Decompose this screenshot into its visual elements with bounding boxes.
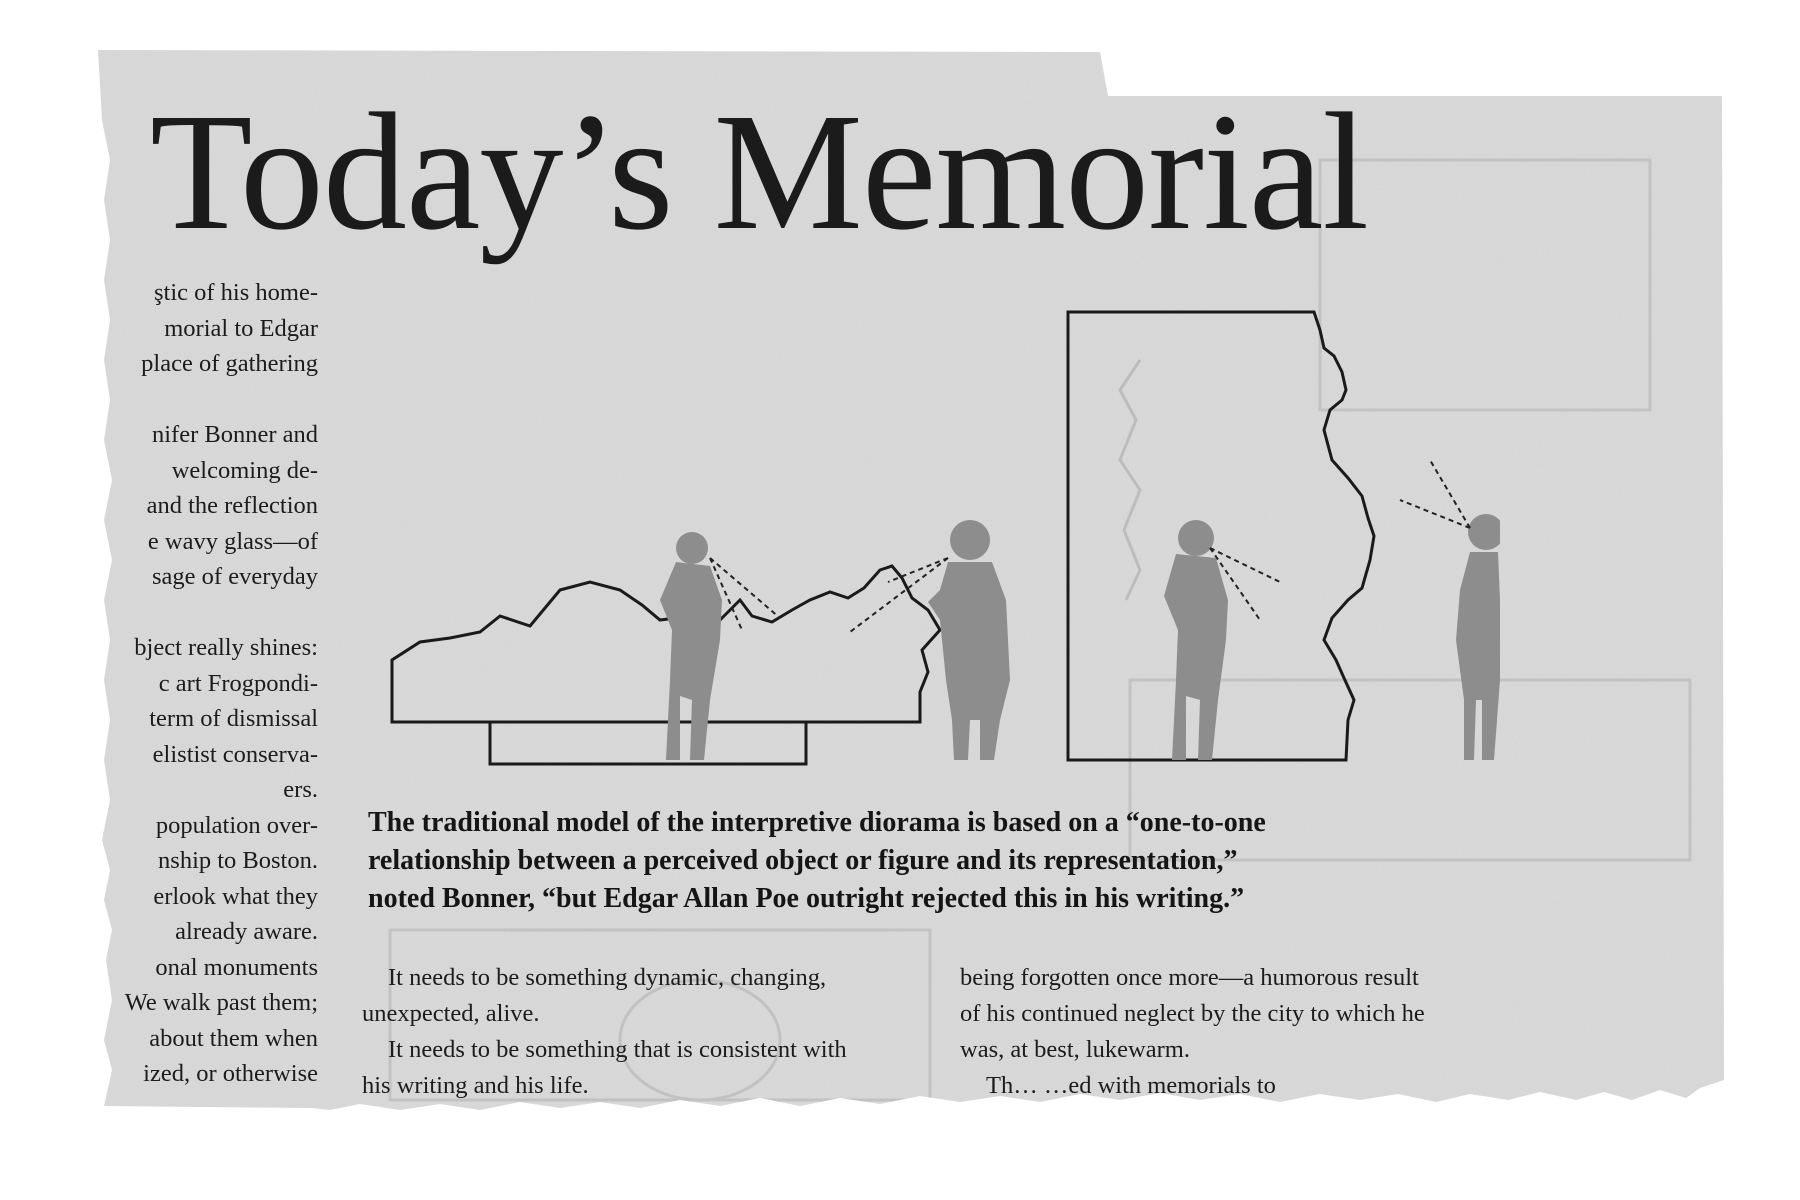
caption-line: The traditional model of the interpretive diorama is based on a “one-to-one (368, 807, 1266, 838)
caption-line: noted Bonner, “but Edgar Allan Poe outright rejected this in his writing.” (368, 883, 1245, 914)
text-line: erlook what they (153, 882, 318, 910)
text-line: being forgotten once more—a humorous result (960, 964, 1419, 991)
left-paragraph-3 (100, 630, 318, 1092)
text-line: term of dismissal (149, 705, 318, 732)
caption-line: relationship between a perceived object or figure and its representation,” (368, 845, 1238, 876)
diorama-illustration (380, 300, 1500, 770)
pull-quote-caption (368, 804, 1508, 918)
text-line: welcoming de- (171, 456, 318, 484)
standing-viewer-figure (928, 520, 1010, 760)
text-line: was, at best, lukewarm. (960, 1036, 1190, 1063)
body-column-right (960, 960, 1520, 1104)
text-line: c art Frogpondi- (158, 669, 318, 697)
text-line: It needs to be something that is consistent with (388, 1036, 847, 1063)
text-line: onal monuments (155, 953, 318, 981)
text-line: about them when (149, 1024, 318, 1052)
left-paragraph-2 (100, 417, 318, 595)
framed-sight-line-arrows (1210, 460, 1470, 620)
text-line: already aware. (175, 918, 318, 945)
body-column-left (362, 960, 922, 1104)
sight-line-arrows (710, 558, 948, 632)
text-line: population over- (155, 811, 318, 839)
text-line: Th… …ed with memorials to (986, 1072, 1276, 1099)
text-line: e wavy glass—of (147, 527, 318, 555)
diorama-frame-outline (1068, 312, 1374, 760)
text-line: nship to Boston. (158, 847, 318, 874)
left-paragraph-1 (100, 275, 318, 382)
text-line: morial to Edgar (164, 314, 318, 342)
text-line: elistist conserva- (152, 740, 318, 768)
framed-standing-figure (1456, 514, 1500, 760)
text-line: ized, or otherwise (143, 1060, 318, 1087)
text-line: unexpected, alive. (362, 1000, 540, 1027)
wall-relief-shape (1120, 360, 1140, 600)
text-line: sage of everyday (152, 563, 318, 590)
text-line: of his continued neglect by the city to which he (960, 1000, 1425, 1027)
text-line: and the reflection (146, 492, 318, 519)
framed-bending-figure (1164, 520, 1228, 760)
text-line: place of gathering (141, 350, 318, 377)
bending-viewer-figure (660, 532, 722, 760)
text-line: bject really shines: (134, 634, 318, 661)
text-line: ştic of his home- (154, 279, 318, 306)
text-line: We walk past them; (124, 989, 318, 1016)
text-line: It needs to be something dynamic, changing, (388, 964, 827, 991)
left-article-column (100, 275, 318, 1127)
headline: Today’s Memorial (150, 79, 1368, 265)
text-line: ers. (283, 776, 318, 803)
text-line: his writing and his life. (362, 1072, 589, 1099)
text-line: nifer Bonner and (152, 421, 318, 448)
